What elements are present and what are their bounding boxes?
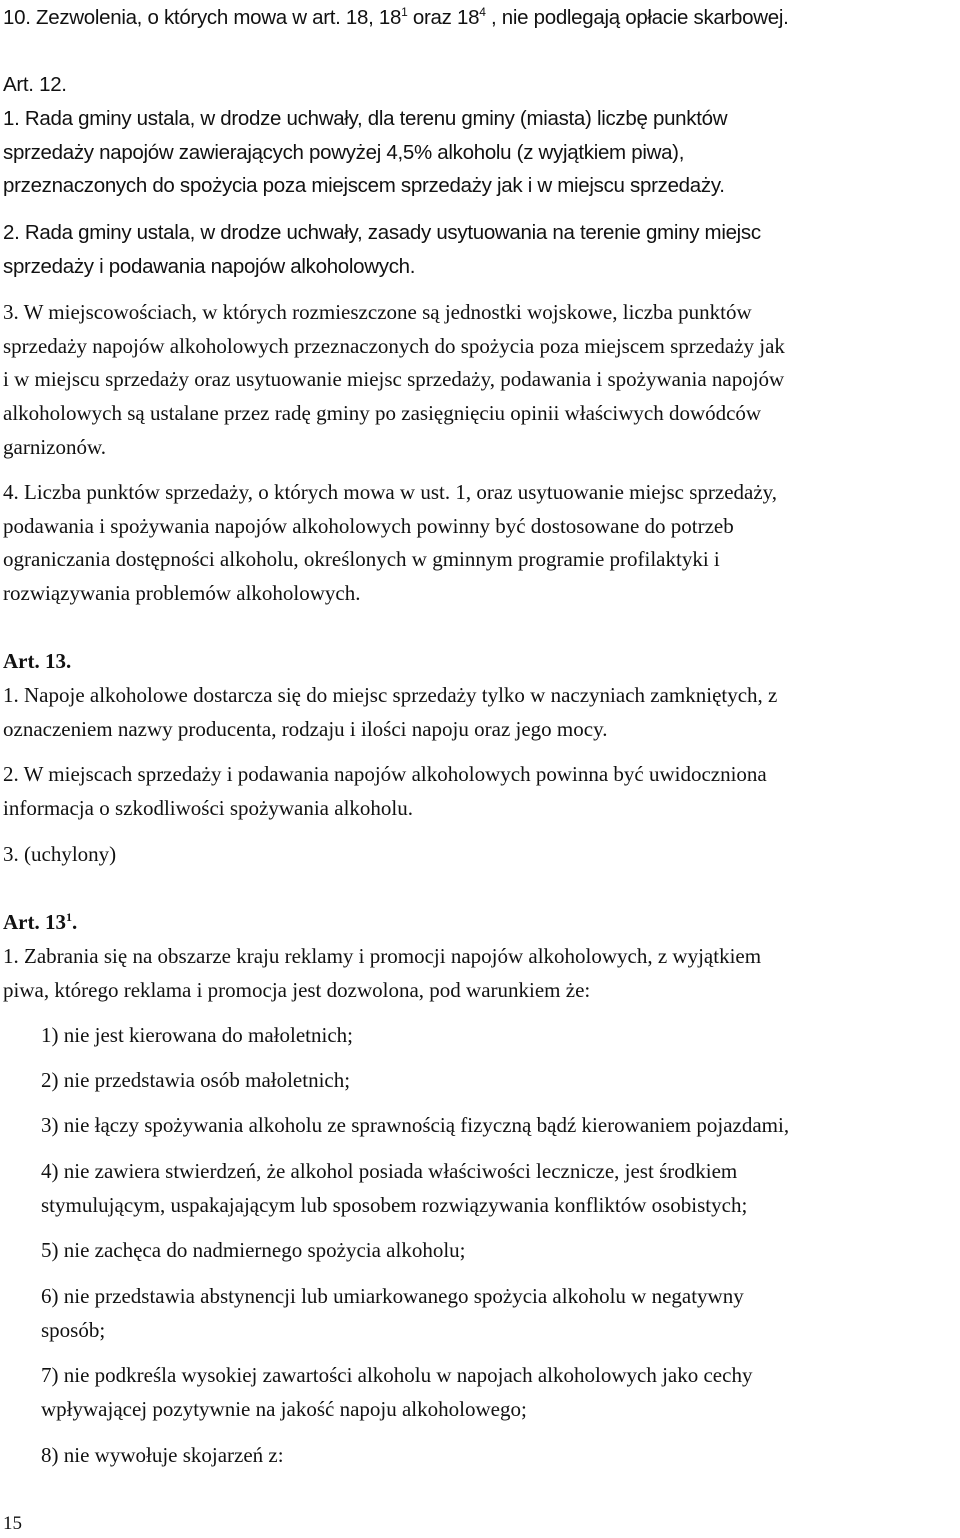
list-item: 8) nie wywołuje skojarzeń z:	[41, 1443, 284, 1467]
art12-p3-line: i w miejscu sprzedaży oraz usytuowanie miejsc sprzedaży, podawania i spożywania napojów	[3, 367, 785, 391]
intro-sup-1: 1	[401, 5, 408, 20]
list-item: 2) nie przedstawia osób małoletnich;	[41, 1068, 351, 1092]
art13-p2-line: 2. W miejscach sprzedaży i podawania napojów alkoholowych powinna być uwidoczniona	[3, 762, 767, 786]
art13-title: Art. 13.	[3, 649, 72, 673]
art12-p4-line: rozwiązywania problemów alkoholowych.	[3, 581, 361, 605]
art12-p3-line: 3. W miejscowościach, w których rozmieszczone są jednostki wojskowe, liczba punktów	[3, 300, 752, 324]
intro-line	[3, 4, 788, 32]
intro-sup-2: 4	[479, 5, 486, 20]
list-item: 6) nie przedstawia abstynencji lub umiarkowanego spożycia alkoholu w negatywny	[41, 1284, 744, 1308]
art12-title: Art. 12.	[3, 73, 67, 96]
list-item: 7) nie podkreśla wysokiej zawartości alkoholu w napojach alkoholowych jako cechy	[41, 1363, 753, 1387]
art12-p2-line: sprzedaży i podawania napojów alkoholowych.	[3, 255, 416, 278]
art13-1-title-end: .	[71, 910, 78, 934]
art12-p1-line: sprzedaży napojów zawierających powyżej 4,5% alkoholu (z wyjątkiem piwa),	[3, 141, 685, 164]
list-item: wpływającej pozytywnie na jakość napoju alkoholowego;	[41, 1397, 527, 1421]
art13-p1-line: oznaczeniem nazwy producenta, rodzaju i ilości napoju oraz jego mocy.	[3, 717, 608, 741]
art13-1-title-main: Art. 13	[3, 910, 66, 934]
intro-text-c: , nie podlegają opłacie skarbowej.	[485, 6, 789, 29]
art12-p1-line: 1. Rada gminy ustala, w drodze uchwały, dla terenu gminy (miasta) liczbę punktów	[3, 107, 728, 130]
art13-p3: 3. (uchylony)	[3, 842, 117, 866]
art13-1-p1-line: piwa, którego reklama i promocja jest dozwolona, pod warunkiem że:	[3, 978, 591, 1002]
art13-p1-line: 1. Napoje alkoholowe dostarcza się do miejsc sprzedaży tylko w naczyniach zamkniętych, z	[3, 683, 778, 707]
art12-p1-line: przeznaczonych do spożycia poza miejscem sprzedaży jak i w miejscu sprzedaży.	[3, 174, 725, 197]
art13-1-p1-line: 1. Zabrania się na obszarze kraju reklamy i promocji napojów alkoholowych, z wyjątkiem	[3, 944, 762, 968]
art13-1-title	[3, 908, 77, 936]
art13-1-title-sup: 1	[65, 910, 72, 924]
art12-p4-line: podawania i spożywania napojów alkoholowych powinny być dostosowane do potrzeb	[3, 514, 734, 538]
art12-p4-line: ograniczania dostępności alkoholu, określonych w gminnym programie profilaktyki i	[3, 547, 720, 571]
page-number: 15	[3, 1513, 22, 1534]
art12-p2-line: 2. Rada gminy ustala, w drodze uchwały, zasady usytuowania na terenie gminy miejsc	[3, 221, 761, 244]
list-item: sposób;	[41, 1318, 106, 1342]
art12-p3-line: alkoholowych są ustalane przez radę gminy po zasięgnięciu opinii właściwych dowódców	[3, 401, 762, 425]
intro-text-b: oraz 18	[407, 6, 480, 29]
art12-p3-line: sprzedaży napojów alkoholowych przeznaczonych do spożycia poza miejscem sprzedaży jak	[3, 334, 785, 358]
art12-p4-line: 4. Liczba punktów sprzedaży, o których mowa w ust. 1, oraz usytuowanie miejsc sprzedaży,	[3, 480, 778, 504]
list-item: 3) nie łączy spożywania alkoholu ze sprawnością fizyczną bądź kierowaniem pojazdami,	[41, 1113, 790, 1137]
list-item: 1) nie jest kierowana do małoletnich;	[41, 1023, 353, 1047]
intro-text-a: 10. Zezwolenia, o których mowa w art. 18, 18	[3, 6, 402, 29]
list-item: 4) nie zawiera stwierdzeń, że alkohol posiada właściwości lecznicze, jest środkiem	[41, 1159, 738, 1183]
list-item: stymulującym, uspakajającym lub sposobem rozwiązywania konfliktów osobistych;	[41, 1193, 748, 1217]
list-item: 5) nie zachęca do nadmiernego spożycia alkoholu;	[41, 1238, 466, 1262]
art13-p2-line: informacja o szkodliwości spożywania alkoholu.	[3, 796, 413, 820]
art12-p3-line: garnizonów.	[3, 435, 107, 459]
